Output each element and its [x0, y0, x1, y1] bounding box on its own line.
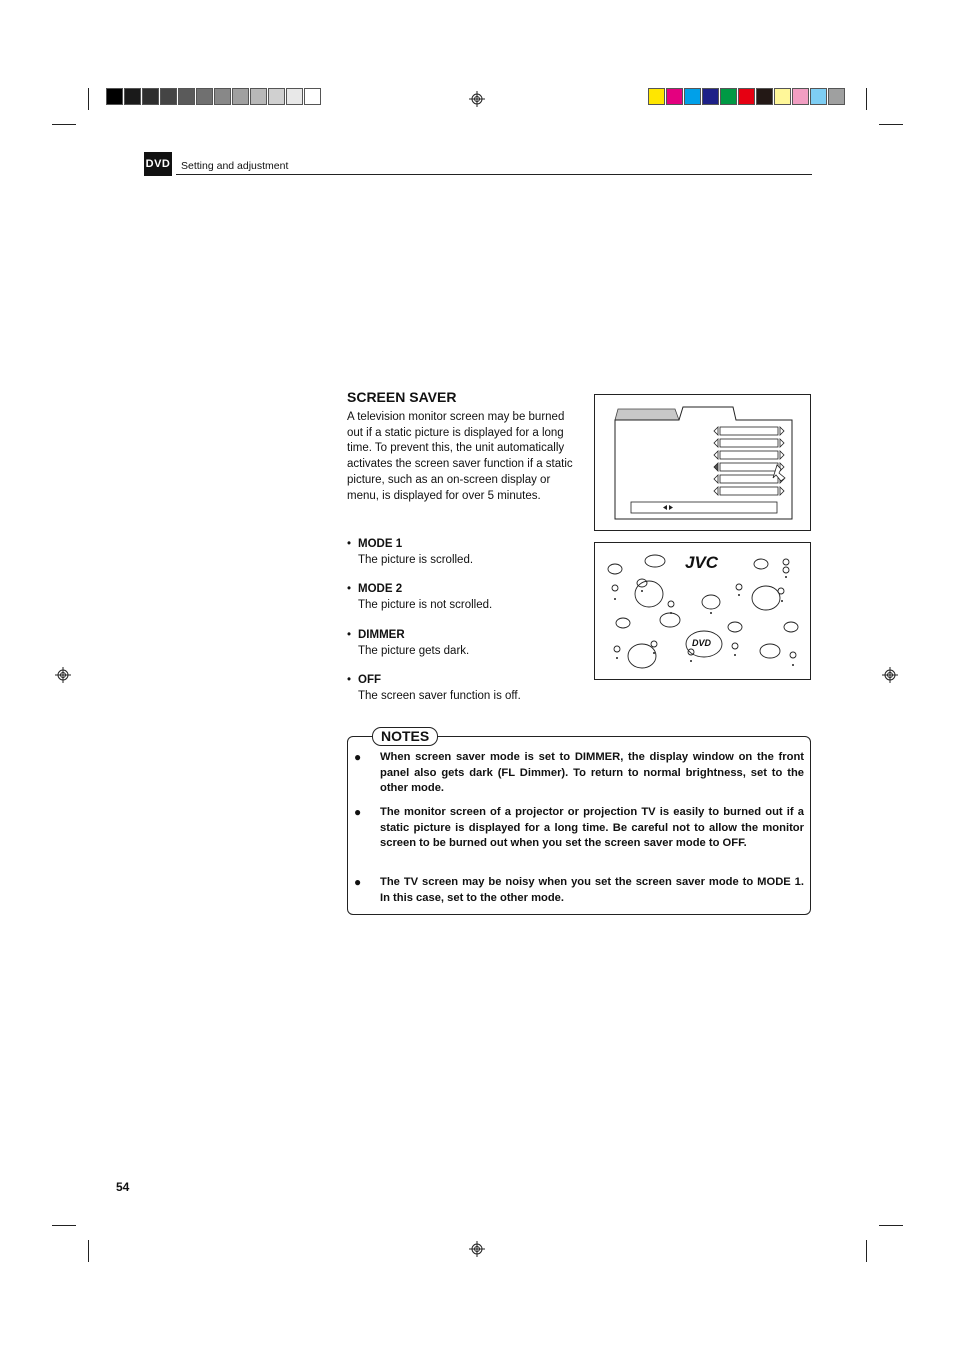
arrow-icons [714, 427, 784, 495]
color-swatch [774, 88, 791, 105]
mode-description: The screen saver function is off. [358, 689, 521, 702]
registration-mark-icon [469, 91, 485, 107]
color-swatch [160, 88, 177, 105]
intro-paragraph: A television monitor screen may be burned out if a static picture is displayed for a long time. To prevent this, the unit automatically activates the screen saver function if a static picture, such as an on-screen display or menu, is displayed for over 5 minutes. [347, 411, 573, 502]
dvd-badge: DVD [144, 152, 172, 176]
note-text: The TV screen may be noisy when you set the screen saver mode to MODE 1. In this case, set to the other mode. [380, 876, 804, 904]
color-swatch [232, 88, 249, 105]
trim-mark [52, 1225, 76, 1226]
bullet-icon: ● [354, 875, 362, 889]
bullet: • [347, 583, 352, 596]
color-swatch [124, 88, 141, 105]
color-swatch [738, 88, 755, 105]
color-swatch [286, 88, 303, 105]
trim-mark [879, 124, 903, 125]
mode-name: MODE 2 [358, 583, 403, 596]
color-swatch [810, 88, 827, 105]
color-swatch [268, 88, 285, 105]
mode-item [347, 673, 583, 704]
section-title: SCREEN SAVER [347, 389, 457, 405]
header-rule [176, 174, 812, 175]
page-number: 54 [116, 1180, 130, 1194]
color-swatch [250, 88, 267, 105]
status-line [631, 502, 777, 513]
note-item [352, 750, 804, 797]
trim-mark [88, 88, 89, 110]
trim-mark [88, 1240, 89, 1262]
registration-mark-icon [55, 667, 71, 683]
color-swatch [178, 88, 195, 105]
bullet-icon: ● [354, 805, 362, 819]
mode-description: The picture is not scrolled. [358, 599, 493, 612]
registration-mark-icon [882, 667, 898, 683]
notes-title: NOTES [372, 727, 438, 746]
color-swatch [196, 88, 213, 105]
gray-calibration-bar [106, 88, 322, 105]
osd-menu-illustration [594, 394, 811, 531]
bullet: • [347, 538, 352, 550]
color-swatch [720, 88, 737, 105]
jvc-logo: JVC [685, 553, 719, 572]
mode-name: DIMMER [358, 628, 405, 641]
mode-list [347, 537, 583, 719]
bullet: • [347, 628, 352, 641]
remote-control-illustration [594, 542, 811, 680]
color-swatch [684, 88, 701, 105]
trim-mark [866, 88, 867, 110]
color-swatch [666, 88, 683, 105]
mode-item [347, 582, 583, 613]
note-item [352, 875, 804, 906]
trim-mark [52, 124, 76, 125]
dvd-disc-logo: DVD [692, 638, 712, 648]
note-text: When screen saver mode is set to DIMMER, the display window on the front panel also gets dark (FL Dimmer). To return to normal brightness, set to the other mode. [380, 751, 804, 795]
bullet: • [347, 674, 352, 687]
mode-name: MODE 1 [358, 538, 403, 550]
color-swatch [702, 88, 719, 105]
left-right-arrow-icon [663, 505, 673, 510]
note-item [352, 805, 804, 852]
color-swatch [648, 88, 665, 105]
mode-description: The picture is scrolled. [358, 553, 474, 566]
color-swatch [792, 88, 809, 105]
trim-mark [866, 1240, 867, 1262]
color-swatch [214, 88, 231, 105]
color-calibration-bar [648, 88, 846, 105]
color-swatch [106, 88, 123, 105]
note-text: The monitor screen of a projector or projection TV is easily to burned out if a static picture is displayed for a long time. Be careful not to allow the monitor screen to be burned out when you set the screen saver mode to OFF. [380, 806, 804, 850]
trim-mark [879, 1225, 903, 1226]
bullet-icon: ● [354, 750, 362, 764]
osd-menu-drawing [595, 395, 810, 530]
remote-drawing [595, 543, 810, 679]
mode-item [347, 537, 583, 568]
color-swatch [756, 88, 773, 105]
mode-description: The picture gets dark. [358, 644, 470, 657]
color-swatch [828, 88, 845, 105]
section-label: Setting and adjustment [181, 160, 289, 172]
color-swatch [142, 88, 159, 105]
registration-mark-icon [469, 1241, 485, 1257]
mode-item [347, 628, 583, 659]
color-swatch [304, 88, 321, 105]
setting-rows [720, 427, 778, 495]
mode-name: OFF [358, 674, 381, 687]
